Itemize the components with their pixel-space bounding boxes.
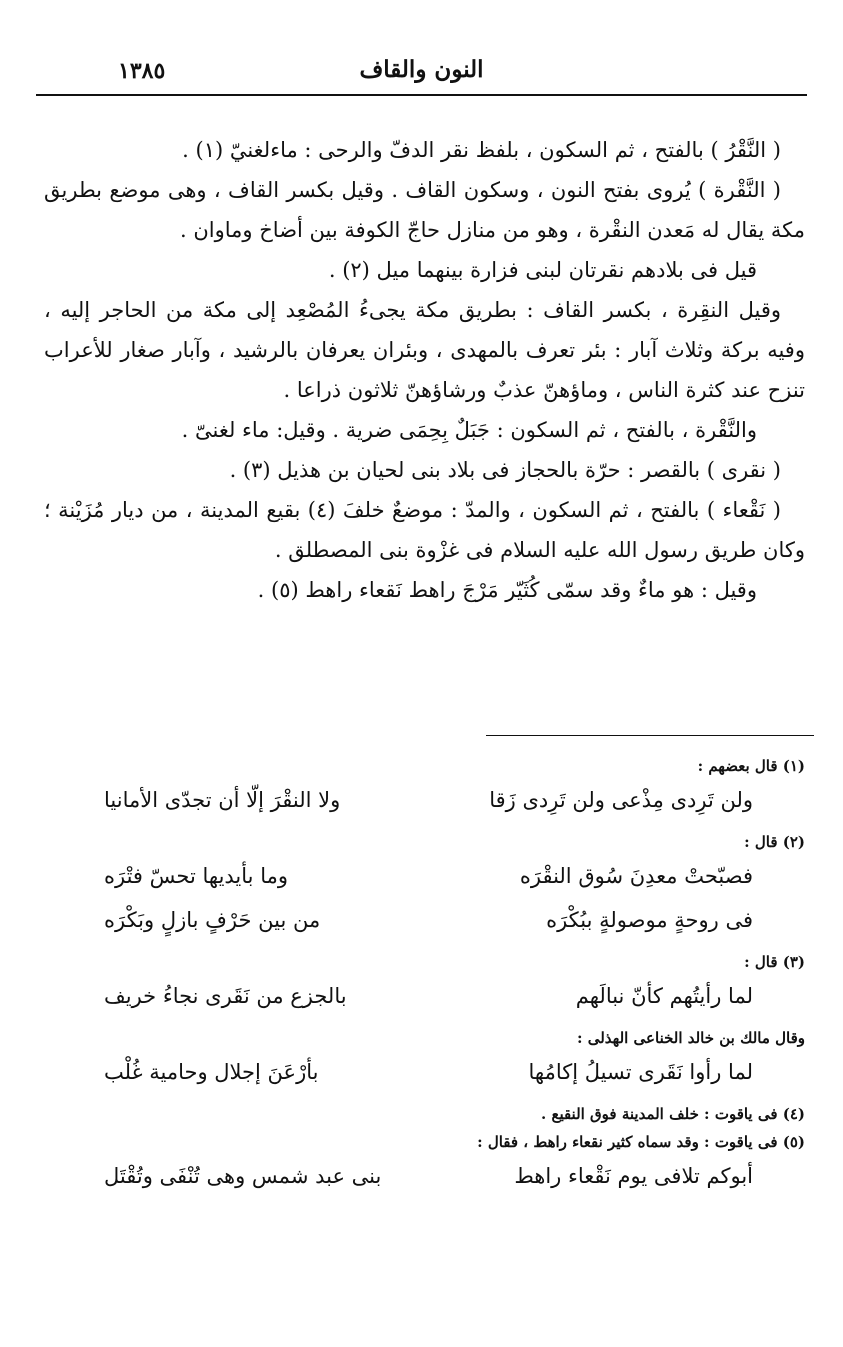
verse-line — [44, 782, 805, 826]
footnote-divider — [486, 735, 814, 736]
entry-naqr: ( النَّقْرُ ) بالفتح ، ثم السكون ، بلفظ نقر الدفّ والرحى : ماءلغنيّ (١) . — [182, 138, 781, 162]
running-header — [36, 52, 807, 96]
running-title: النون والقاف — [359, 56, 484, 83]
entry-naqaa: ( نَقْعاء ) بالفتح ، ثم السكون ، والمدّ : موضعٌ خلفَ (٤) بقيع المدينة ، من ديار مُزَيْنة ؛ وكان طريق رسول الله عليه السلام فى غزْوة بنى المصطلق . — [44, 498, 805, 562]
page-number: ١٣٨٥ — [118, 58, 166, 84]
verse-hemistich: فى روحةٍ موصولةٍ ببُكْرَه — [546, 908, 753, 932]
footnote-2-label: (٢) قال : — [744, 833, 805, 851]
main-text — [44, 130, 805, 610]
entry-naqara: ( نقرى ) بالقصر : حرّة بالحجاز فى بلاد بنى لحيان بن هذيل (٣) . — [229, 458, 781, 482]
verse-line — [44, 902, 805, 946]
verse-hemistich: لما رأيتُهم كأنّ نبالَهم — [575, 984, 753, 1008]
footnote-5-label: (٥) فى ياقوت : وقد سماه كثير نقعاء راهط ، فقال : — [477, 1133, 805, 1151]
footnotes — [44, 750, 805, 1202]
footnote-3b-label: وقال مالك بن خالد الخناعى الهذلى : — [576, 1029, 805, 1047]
footnote-3-label: (٣) قال : — [744, 953, 805, 971]
verse-hemistich: بأرْعَنَ إجلال وحامية غُلْب — [104, 1060, 319, 1084]
footnote-4-label: (٤) فى ياقوت : خلف المدينة فوق النقيع . — [541, 1105, 805, 1123]
verse-hemistich: ولا النقْرَ إلّا أن تجدّى الأمانيا — [104, 788, 341, 812]
verse-hemistich: من بين حَرْفٍ بازلٍ وبَكْرَه — [104, 908, 321, 932]
entry-naqira: وقيل النقِرة ، بكسر القاف : بطريق مكة يجىءُ المُصْعِد إلى مكة من الحاجر إليه ، وفيه بركة وثلاث آبار : بئر تعرف بالمهدى ، وبئران يعرفان بالرشيد ، وآبار صغار للأعراب تنزح عند كثرة الناس ، وماؤهنّ عذبٌ ورشاؤهنّ ثلاثون ذراعا . — [44, 298, 805, 402]
verse-hemistich: لما رأوا نَقَرى تسيلُ إكامُها — [528, 1060, 753, 1084]
verse-hemistich: فصبّحتْ معدِنَ سُوق النقْرَه — [519, 864, 753, 888]
entry-naqra-note: قيل فى بلادهم نقرتان لبنى فزارة بينهما ميل (٢) . — [328, 258, 757, 282]
entry-naqra: ( النَّقْرة ) يُروى بفتح النون ، وسكون القاف . وقيل بكسر القاف ، وهى موضع بطريق مكة يقال له مَعدن النقْرة ، وهو من منازل حاجّ الكوفة بين أضاخ وماوان . — [44, 178, 805, 242]
verse-hemistich: أبوكم تلافى يوم نَقْعاء راهط — [514, 1164, 753, 1188]
verse-line — [44, 1158, 805, 1202]
footnote-1-label: (١) قال بعضهم : — [697, 757, 805, 775]
verse-hemistich: بالجزع من نَقَرى نجاءُ خريف — [104, 984, 347, 1008]
verse-line — [44, 978, 805, 1022]
verse-hemistich: ولن تَرِدى مِذْعى ولن تَرِدى زَقا — [489, 788, 753, 812]
verse-hemistich: بنى عبد شمس وهى تُنْفَى وتُقْتَل — [104, 1164, 382, 1188]
verse-line — [44, 858, 805, 902]
entry-naqaa-note: وقيل : هو ماءٌ وقد سمّى كُثَيّر مَرْجَ راهط نَقعاء راهط (٥) . — [257, 578, 757, 602]
verse-hemistich: وما بأيديها تحسّ فتْرَه — [104, 864, 288, 888]
entry-naqra-jabal: والنَّقْرة ، بالفتح ، ثم السكون : جَبَلٌ بِحِمَى ضرية . وقيل: ماء لغنىّ . — [181, 418, 757, 442]
verse-line — [44, 1054, 805, 1098]
